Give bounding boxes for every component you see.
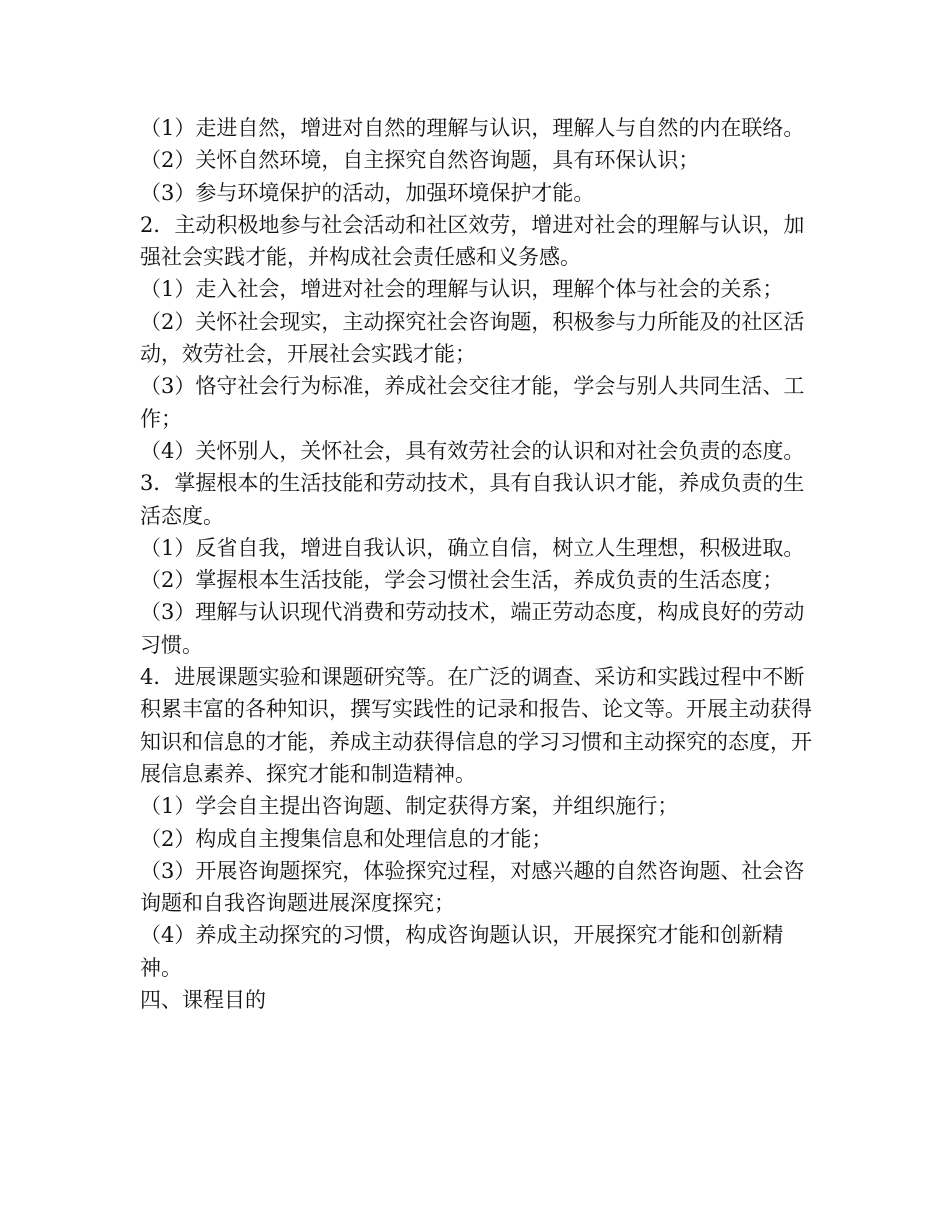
- paragraph-15: （2）构成自主搜集信息和处理信息的才能；: [140, 826, 553, 851]
- paragraph-17: （4）养成主动探究的习惯，构成咨询题认识，开展探究才能和创新精神。: [140, 923, 784, 980]
- paragraph-7: （3）恪守社会行为标准，养成社会交往才能，学会与别人共同生活、工作；: [140, 374, 805, 431]
- paragraph-5: （1）走入社会，增进对社会的理解与认识，理解个体与社会的关系；: [140, 277, 784, 302]
- paragraph-4: 2．主动积极地参与社会活动和社区效劳，增进对社会的理解与认识，加强社会实践才能，并构成社会责任感和义务感。: [140, 212, 805, 270]
- section-heading: 四、课程目的: [140, 988, 266, 1013]
- paragraph-13: 4．进展课题实验和课题研究等。在广泛的调查、采访和实践过程中不断积累丰富的各种知识，撰写实践性的记录和报告、论文等。开展主动获得知识和信息的才能，养成主动获得信息的学习习惯和主动探究的态度，开展信息素养、探究才能和制造精神。: [140, 665, 812, 786]
- paragraph-8: （4）关怀别人，关怀社会，具有效劳社会的认识和对社会负责的态度。: [140, 438, 805, 463]
- paragraph-6: （2）关怀社会现实，主动探究社会咨询题，积极参与力所能及的社区活动，效劳社会，开展社会实践才能；: [140, 309, 805, 367]
- paragraph-11: （2）掌握根本生活技能，学会习惯社会生活，养成负责的生活态度；: [140, 568, 784, 593]
- paragraph-3: （3）参与环境保护的活动，加强环境保护才能。: [140, 180, 595, 205]
- paragraph-12: （3）理解与认识现代消费和劳动技术，端正劳动态度，构成良好的劳动习惯。: [140, 600, 805, 657]
- paragraph-9: 3．掌握根本的生活技能和劳动技术，具有自我认识才能，养成负责的生活态度。: [140, 471, 805, 528]
- paragraph-10: （1）反省自我，增进自我认识，确立自信，树立人生理想，积极进取。: [140, 535, 805, 560]
- paragraph-16: （3）开展咨询题探究，体验探究过程，对感兴趣的自然咨询题、社会咨询题和自我咨询题进展深度探究；: [140, 858, 805, 916]
- paragraph-1: （1）走进自然，增进对自然的理解与认识，理解人与自然的内在联络。: [140, 116, 805, 140]
- paragraph-14: （1）学会自主提出咨询题、制定获得方案，并组织施行；: [140, 794, 679, 819]
- paragraph-2: （2）关怀自然环境，自主探究自然咨询题，具有环保认识；: [140, 148, 700, 173]
- document-body: [140, 112, 820, 1016]
